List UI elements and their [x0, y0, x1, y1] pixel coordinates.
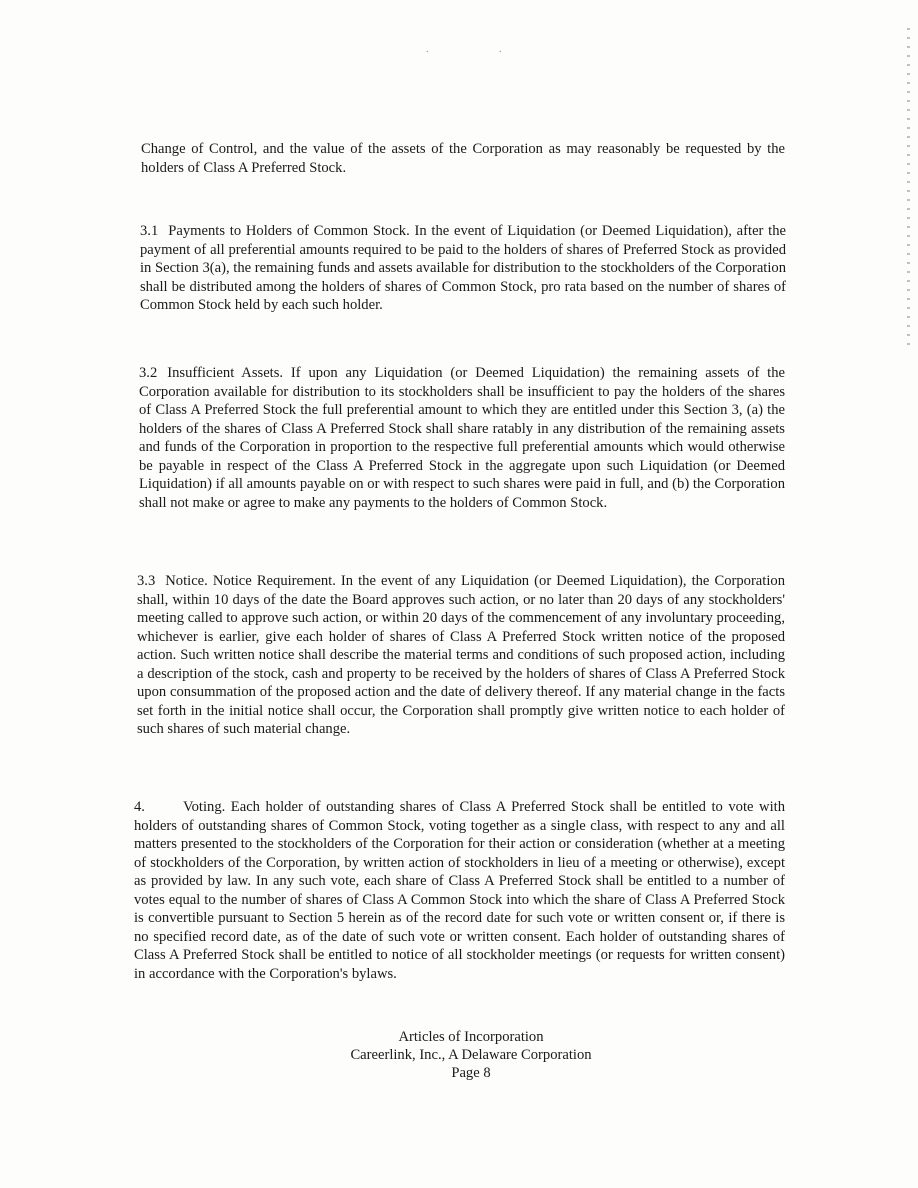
section-number: 3.3: [137, 573, 156, 589]
section-number: 3.2: [139, 365, 158, 381]
paragraph-text: Notice. Notice Requirement. In the event of any Liquidation (or Deemed Liquidation), the Corporation shall, within 10 days of the date the Board approves such action, or no later than 20 days of any stockholders' meeting called to approve such action, or within 20 days of the commencement of any involuntary proceeding, whichever is earlier, give each holder of shares of Class A Preferred Stock written notice of the proposed action. Such written notice shall describe the material terms and conditions of such proposed action, including a description of the stock, cash and property to be received by the holders of shares of Class A Preferred Stock upon consummation of the proposed action and the date of delivery thereof. If any material change in the facts set forth in the initial notice shall occur, the Corporation shall promptly give written notice to each holder of such shares of such material change.: [137, 573, 785, 737]
paragraph-text: Payments to Holders of Common Stock. In the event of Liquidation (or Deemed Liquidation), after the payment of all preferential amounts required to be paid to the holders of shares of Preferred Stock as provided in Section 3(a), the remaining funds and assets available for distribution to the stockholders of the Corporation shall be distributed among the holders of shares of Common Stock, pro rata based on the number of shares of Common Stock held by each such holder.: [140, 223, 786, 313]
scan-specks: . .: [426, 44, 536, 55]
paragraph-3-2: [139, 364, 785, 512]
paragraph-text: Voting. Each holder of outstanding shares of Class A Preferred Stock shall be entitled to vote with holders of outstanding shares of Common Stock, voting together as a single class, with respect to any and all matters presented to the stockholders of the Corporation for their action or consideration (whether at a meeting of stockholders of the Corporation, by written action of stockholders in lieu of a meeting or otherwise), except as provided by law. In any such vote, each share of Class A Preferred Stock shall be entitled to a number of votes equal to the number of shares of Class A Common Stock into which the share of Class A Preferred Stock is convertible pursuant to Section 5 herein as of the record date for such vote or written consent or, if there is no specified record date, as of the date of such vote or written consent. Each holder of outstanding shares of Class A Preferred Stock shall be entitled to notice of all stockholder meetings (or requests for written consent) in accordance with the Corporation's bylaws.: [134, 799, 785, 982]
paragraph-text: Insufficient Assets. If upon any Liquidation (or Deemed Liquidation) the remaining assets of the Corporation available for distribution to its stockholders shall be insufficient to pay the holders of the shares of Class A Preferred Stock the full preferential amount to which they are entitled under this Section 3, (a) the holders of the shares of Class A Preferred Stock shall share ratably in any distribution of the remaining assets and funds of the Corporation in proportion to the respective full preferential amounts which would otherwise be payable in respect of the Class A Preferred Stock in the aggregate upon such Liquidation (or Deemed Liquidation) if all amounts payable on or with respect to such shares were paid in full, and (b) the Corporation shall not make or agree to make any payments to the holders of Common Stock.: [139, 365, 785, 511]
page-footer: [0, 1028, 918, 1082]
footer-document-title: Articles of Incorporation: [398, 1029, 544, 1045]
scan-margin-noise: [907, 28, 910, 348]
footer-company-name: Careerlink, Inc., A Delaware Corporation: [350, 1047, 592, 1063]
paragraph-4: [134, 798, 785, 983]
paragraph-3-3: [137, 572, 785, 739]
paragraph-text: Change of Control, and the value of the assets of the Corporation as may reasonably be requested by the holders of Class A Preferred Stock.: [141, 141, 785, 176]
footer-page-number: Page 8: [451, 1065, 491, 1081]
paragraph-continuation: [141, 140, 785, 177]
section-number: 3.1: [140, 223, 159, 239]
paragraph-3-1: [140, 222, 786, 315]
section-number: 4.: [134, 799, 145, 815]
